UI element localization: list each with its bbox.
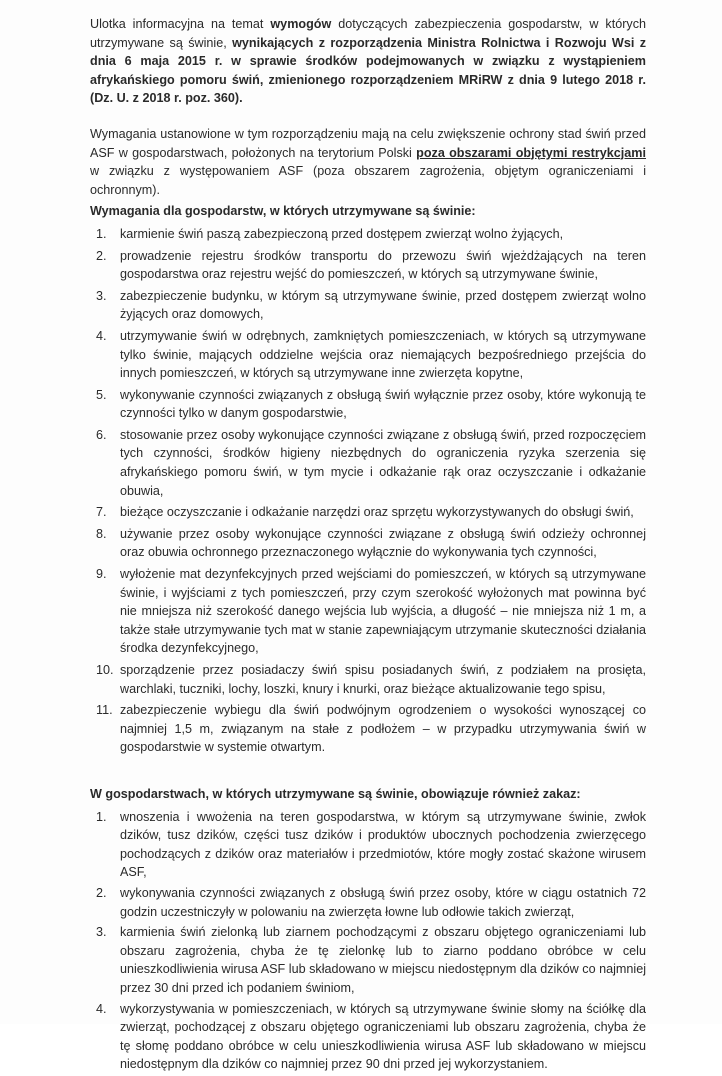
list-item-number: 9.	[96, 567, 107, 582]
requirements-heading: Wymagania dla gospodarstw, w których utrzymywane są świnie:	[90, 204, 476, 219]
list-item-number: 2.	[96, 248, 107, 263]
prohibition-item	[90, 1000, 646, 1074]
requirement-item	[90, 287, 646, 324]
list-item-text: utrzymywanie świń w odrębnych, zamkniętych pomieszczeniach, w których są utrzymywane tylko świnie, mających oddzielne wejścia oraz niemających bezpośredniego przejścia do innych pomieszczeń, w których są utrzymywane inne zwierzęta kopytne,	[120, 328, 646, 381]
list-item-number: 4.	[96, 1001, 107, 1016]
requirement-item	[90, 503, 646, 522]
list-item-text: używanie przez osoby wykonujące czynności związane z obsługą świń odzieży ochronnej oraz obuwia ochronnego przeznaczonego wyłącznie do wykonywania tych czynności,	[120, 526, 646, 560]
list-item-text: wykorzystywania w pomieszczeniach, w których są utrzymywane świnie słomy na ściółkę dla zwierząt, pochodzącej z obszaru objętego ograniczeniami lub obszaru zagrożenia, chyba że tę słomę poddano obróbce w celu unieszkodliwienia wirusa ASF lub składowano w miejscu niedostępnym dla dzików co najmniej przez 90 dni przed jej wykorzystaniem.	[120, 1001, 646, 1072]
list-item-text: prowadzenie rejestru środków transportu do przewozu świń wjeżdżających na teren gospodarstwa oraz rejestru wejść do pomieszczeń, w których są utrzymywane świnie,	[120, 248, 646, 282]
list-item-text: zabezpieczenie budynku, w którym są utrzymywane świnie, przed dostępem zwierząt wolno żyjących oraz domowych,	[120, 288, 646, 322]
list-item-text: stosowanie przez osoby wykonujące czynności związane z obsługą świń, przed rozpoczęciem tych czynności, środków higieny niezbędnych do ograniczenia ryzyka szerzenia się afrykańskiego pomoru świń, w tym mycie i odkażanie rąk oraz oczyszczanie i odkażanie obuwia,	[120, 427, 646, 498]
list-item-number: 10.	[96, 663, 114, 677]
list-item-number: 5.	[96, 387, 107, 402]
list-item-text: bieżące oczyszczanie i odkażanie narzędzi oraz sprzętu wykorzystywanych do obsługi świń,	[120, 505, 634, 520]
list-item-text: zabezpieczenie wybiegu dla świń podwójnym ogrodzeniem o wysokości wynoszącej co najmniej 1,5 m, związanym na stałe z podłożem – w przypadku utrzymywania świń w gospodarstwie w systemie otwartym.	[120, 703, 646, 755]
list-item-number: 3.	[96, 925, 107, 940]
list-item-text: wyłożenie mat dezynfekcyjnych przed wejściami do pomieszczeń, w których są utrzymywane świnie, i wyjściami z tych pomieszczeń, przy czym szerokość wyłożonych mat powinna być nie mniejsza niż szerokość danego wejścia lub wyjścia, a długość – nie mniejsza niż 1 m, a także stałe utrzymywanie tych mat w stanie zapewniającym utrzymanie skuteczności działania środka dezynfekcyjnego,	[120, 567, 646, 656]
requirement-item	[90, 661, 646, 698]
intro-paragraph	[90, 15, 646, 108]
list-item-number: 8.	[96, 526, 107, 541]
purpose-paragraph	[90, 125, 646, 199]
list-item-number: 11.	[96, 703, 113, 718]
list-item-number: 3.	[96, 288, 107, 303]
requirement-item	[90, 525, 646, 562]
list-item-number: 1.	[96, 226, 107, 241]
purpose-text-underlined: poza obszarami objętymi restrykcjami	[416, 145, 646, 160]
requirement-item	[90, 225, 646, 244]
requirements-list	[90, 225, 646, 757]
list-item-text: sporządzenie przez posiadaczy świń spisu posiadanych świń, z podziałem na prosięta, warchlaki, tuczniki, lochy, loszki, knury i knurki, oraz bieżące aktualizowanie tego spisu,	[120, 663, 646, 696]
prohibition-item	[90, 808, 646, 882]
requirement-item	[90, 426, 646, 500]
list-item-number: 1.	[96, 809, 107, 824]
list-item-number: 7.	[96, 505, 107, 520]
purpose-text-3: w związku z występowaniem ASF (poza obszarem zagrożenia, objętym ograniczeniami i ochronnym).	[90, 164, 646, 197]
requirement-item	[90, 701, 646, 757]
requirement-item	[90, 565, 646, 658]
list-item-text: wykonywania czynności związanych z obsługą świń przez osoby, które w ciągu ostatnich 72 godzin uczestniczyły w polowaniu na zwierzęta łowne lub odłowie takich zwierząt,	[120, 885, 646, 919]
prohibitions-heading: W gospodarstwach, w których utrzymywane są świnie, obowiązuje również zakaz:	[90, 786, 581, 801]
intro-text-3: dotyczących zabezpieczenia gospodarstw, w których utrzymywane są świnie,	[90, 17, 646, 50]
document-body	[90, 15, 646, 1076]
requirement-item	[90, 327, 646, 383]
requirement-item	[90, 247, 646, 284]
prohibitions-list	[90, 808, 646, 1074]
purpose-text-1: Wymagania ustanowione w tym rozporządzeniu mają na celu zwiększenie ochrony stad świń przed ASF w gospodarstwach, położonych na terytorium Polski	[90, 126, 646, 160]
list-item-number: 6.	[96, 427, 107, 442]
prohibition-item	[90, 884, 646, 921]
intro-text-2: wymogów	[270, 17, 332, 31]
list-item-text: wykonywanie czynności związanych z obsługą świń wyłącznie przez osoby, które wykonują te czynności tylko w danym gospodarstwie,	[120, 387, 646, 421]
intro-text-4: wynikających z rozporządzenia Ministra Rolnictwa i Rozwoju Wsi z dnia 6 maja 2015 r. w sprawie środków podejmowanych w związku z wystąpieniem afrykańskiego pomoru świń, zmienionego rozporządzeniem MRiRW z dnia 9 lutego 2018 r. (Dz. U. z 2018 r. poz. 360).	[90, 35, 646, 106]
list-item-text: wnoszenia i wwożenia na teren gospodarstwa, w którym są utrzymywane świnie, zwłok dzików, tusz dzików, części tusz dzików i produktów ubocznych pochodzenia zwierzęcego pochodzących z dzików oraz materiałów i przedmiotów, które mogły zostać skażone wirusem ASF,	[120, 809, 646, 880]
list-item-number: 4.	[96, 328, 107, 343]
requirement-item	[90, 386, 646, 423]
intro-text-1: Ulotka informacyjna na temat	[90, 17, 271, 31]
list-item-number: 2.	[96, 885, 107, 900]
list-item-text: karmienie świń paszą zabezpieczoną przed dostępem zwierząt wolno żyjących,	[120, 226, 564, 241]
prohibition-item	[90, 923, 646, 997]
list-item-text: karmienia świń zielonką lub ziarnem pochodzącymi z obszaru objętego ograniczeniami lub obszaru zagrożenia, chyba że tę zielonkę lub to ziarno poddano obróbce w celu unieszkodliwienia wirusa ASF lub składowano w miejscu niedostępnym dla dzików co najmniej przez 30 dni przed ich podaniem świniom,	[120, 925, 646, 995]
